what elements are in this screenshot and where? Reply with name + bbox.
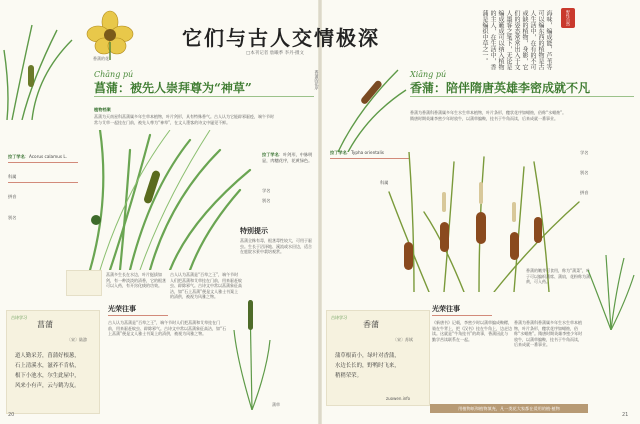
right-poem-lines (335, 351, 427, 381)
left-label-pinyin: 拼音 (8, 194, 17, 199)
right-poem-label: 古诗学习 (331, 315, 347, 320)
calamus-plant-illustration (70, 130, 255, 270)
page-title: 它们与古人交情极深 (182, 26, 380, 50)
column-seal: 野性自然 (561, 8, 575, 28)
right-side-label-1: 学名 (580, 150, 589, 155)
right-poem-title: 香蒲 (363, 320, 379, 329)
right-side-label-2: 别名 (580, 170, 589, 175)
right-label-latin: 拉丁学名：Typha orientalis (330, 150, 384, 155)
flower-caption: 香蒲的花 (93, 56, 109, 61)
cattail-spike-illustration (328, 60, 408, 152)
site-url: zuowen.info (386, 396, 411, 401)
poem-line: 道人勤采芳，菖蒲好根葱， (15, 353, 80, 359)
left-poem-author: 〔宋〕陆游 (67, 337, 87, 342)
left-subtitle-underline (94, 96, 314, 97)
right-aside-title: 香蒲的花序 (314, 70, 320, 90)
left-history-underline (108, 315, 168, 316)
left-right-label-xueming: 学名 (262, 188, 271, 193)
right-poem-box (326, 310, 430, 406)
right-poem-author: 〔宋〕苏轼 (393, 337, 413, 342)
poem-line: 风来小有声，云与鹤为友。 (15, 383, 80, 389)
byline: □本刊记者 詹曦季 李丹·摄文 (246, 51, 305, 56)
left-page-number: 20 (8, 412, 15, 418)
right-history-title: 光荣往事 (432, 304, 460, 313)
poem-line: 蒲草根苗小，绿叶对香蒲， (335, 353, 400, 359)
cattail-shoot-illustration (586, 250, 636, 330)
right-history-underline (432, 315, 492, 316)
left-intro-text: 菖蒲为天南星科菖蒲属多年生草本植物，叶片剑形，具有特殊香气。古人认为它能辟邪驱疫，端午节时常与艾草一起挂在门前，被先人尊为“神草”，在文人墨客的诗文中屡见不鲜。 (94, 114, 274, 125)
left-divider (8, 182, 78, 183)
left-pinyin: Chāng pú (94, 70, 134, 79)
left-intro-label: 植物档案 (94, 107, 111, 112)
left-history-title: 光荣往事 (108, 304, 136, 313)
right-body-text: 香蒲的嫩芽可食用，称为“蒲菜”，叶子可以编织蒲席、蒲扇，花粉称为蒲黄，可入药。 (526, 268, 591, 284)
right-side-label-3: 拼音 (580, 190, 589, 195)
left-divider (8, 162, 78, 163)
intro-vertical-text: 海味，编成能，芦苇等可以编东西的植物是古人生活中，在有的不可或缺的植物，身影，它们的姿态常常出入于文人墨客之笔下，无论是编成籁成可以纳入植物的主人，在生活中，香蒲是编织中草之一。 (481, 10, 552, 70)
left-special-text: 菖蒲全株有毒，根茎毒性较大，可用于驱虫。生长于沼泽地、溪流或水田边，适合在庭院水景中栽培观赏。 (240, 238, 312, 254)
reed-leaves-illustration (2, 20, 82, 120)
left-poem-box (6, 310, 100, 414)
reed-plant-illustration (232, 290, 272, 410)
right-label-family: 科属 (380, 180, 389, 185)
right-pinyin: Xiāng pú (410, 70, 447, 79)
left-label-alias: 别名 (8, 215, 17, 220)
poem-line: 水边长长的，野鸭时飞来， (335, 363, 400, 369)
cattail-flower-illustration (84, 8, 136, 60)
footer-strip: 用植物纸和植物填充，凡一类花大家都在爱用的植·植物 (430, 404, 588, 413)
left-poem-lines (15, 351, 101, 391)
poem-line: 根下小池水，尔生此屋中， (15, 373, 80, 379)
left-history-text: 古人认为菖蒲是“百草之王”，端午节时人们把菖蒲和艾草挂在门前，用来驱赶蚊虫、辟除邪气。古诗文中常以菖蒲象征高洁，如“石上菖蒲”便是文人雅士书案上的清供，被视为风雅之物。 (108, 320, 227, 336)
left-label-latin: 拉丁学名：Acorus calamus L. (8, 154, 68, 159)
left-right-info: 拉丁学名：叶剑形，中脉明显，肉穗花序，花黄绿色。 (262, 152, 313, 163)
right-intro-text: 香蒲为香蒲科香蒲属多年生水生草本植物，叶片条形，穗状花序如蜡烛，俗称“水蜡烛”。隋唐时期英雄李密少年时放牛，以蒲草编鞍，挂书于牛角而读，后来成就一番事业。 (410, 110, 567, 121)
page-spine (318, 0, 322, 424)
left-body-text-2: 古人认为菖蒲是“百草之王”，端午节时人们把菖蒲和艾草挂在门前，用来驱赶蚊虫、辟除邪气。古诗文中常以菖蒲象征高洁，如“石上菖蒲”便是文人雅士书案上的清供，被视为风雅之物。 (170, 272, 242, 299)
right-page-number: 21 (622, 412, 629, 418)
poem-line: 石上清溪水，滋养不肯枯， (15, 363, 80, 369)
left-info-box (66, 270, 102, 296)
left-body-text: 菖蒲多生长在水边，叶片挺拔如剑，有一种淡淡的清香，它的根茎可以入药，有开窍化痰的功效。 (106, 272, 166, 288)
left-subtitle: 菖蒲：被先人崇拜尊为“神草” (94, 81, 252, 95)
left-poem-label: 古诗学习 (11, 315, 27, 320)
right-history-text: 《新唐书》记载，李密少时以蒲草编成鞍鞯，骑在牛背上，把《汉书》挂在牛角上，边走边读。这就是“牛角挂书”的故事，香蒲因此与勤学苦读联系在一起。 (432, 320, 512, 342)
left-right-label-bieming: 别名 (262, 198, 271, 203)
right-subtitle-underline (410, 96, 634, 97)
right-subtitle: 香蒲：陪伴隋唐英雄李密成就不凡 (410, 81, 591, 95)
left-special-title: 特别提示 (240, 226, 268, 235)
poem-line: 稍稍荣荣。 (335, 373, 362, 379)
left-plant-label: 蒲草 (272, 402, 280, 407)
right-history-text-2: 香蒲为香蒲科香蒲属多年生水生草本植物，叶片条形，穗状花序如蜡烛，俗称“水蜡烛”。隋唐时期英雄李密少年时放牛，以蒲草编鞍，挂书于牛角而读，后来成就一番事业。 (514, 320, 583, 347)
left-label-family: 科属 (8, 174, 17, 179)
left-poem-title: 菖蒲 (37, 320, 53, 329)
